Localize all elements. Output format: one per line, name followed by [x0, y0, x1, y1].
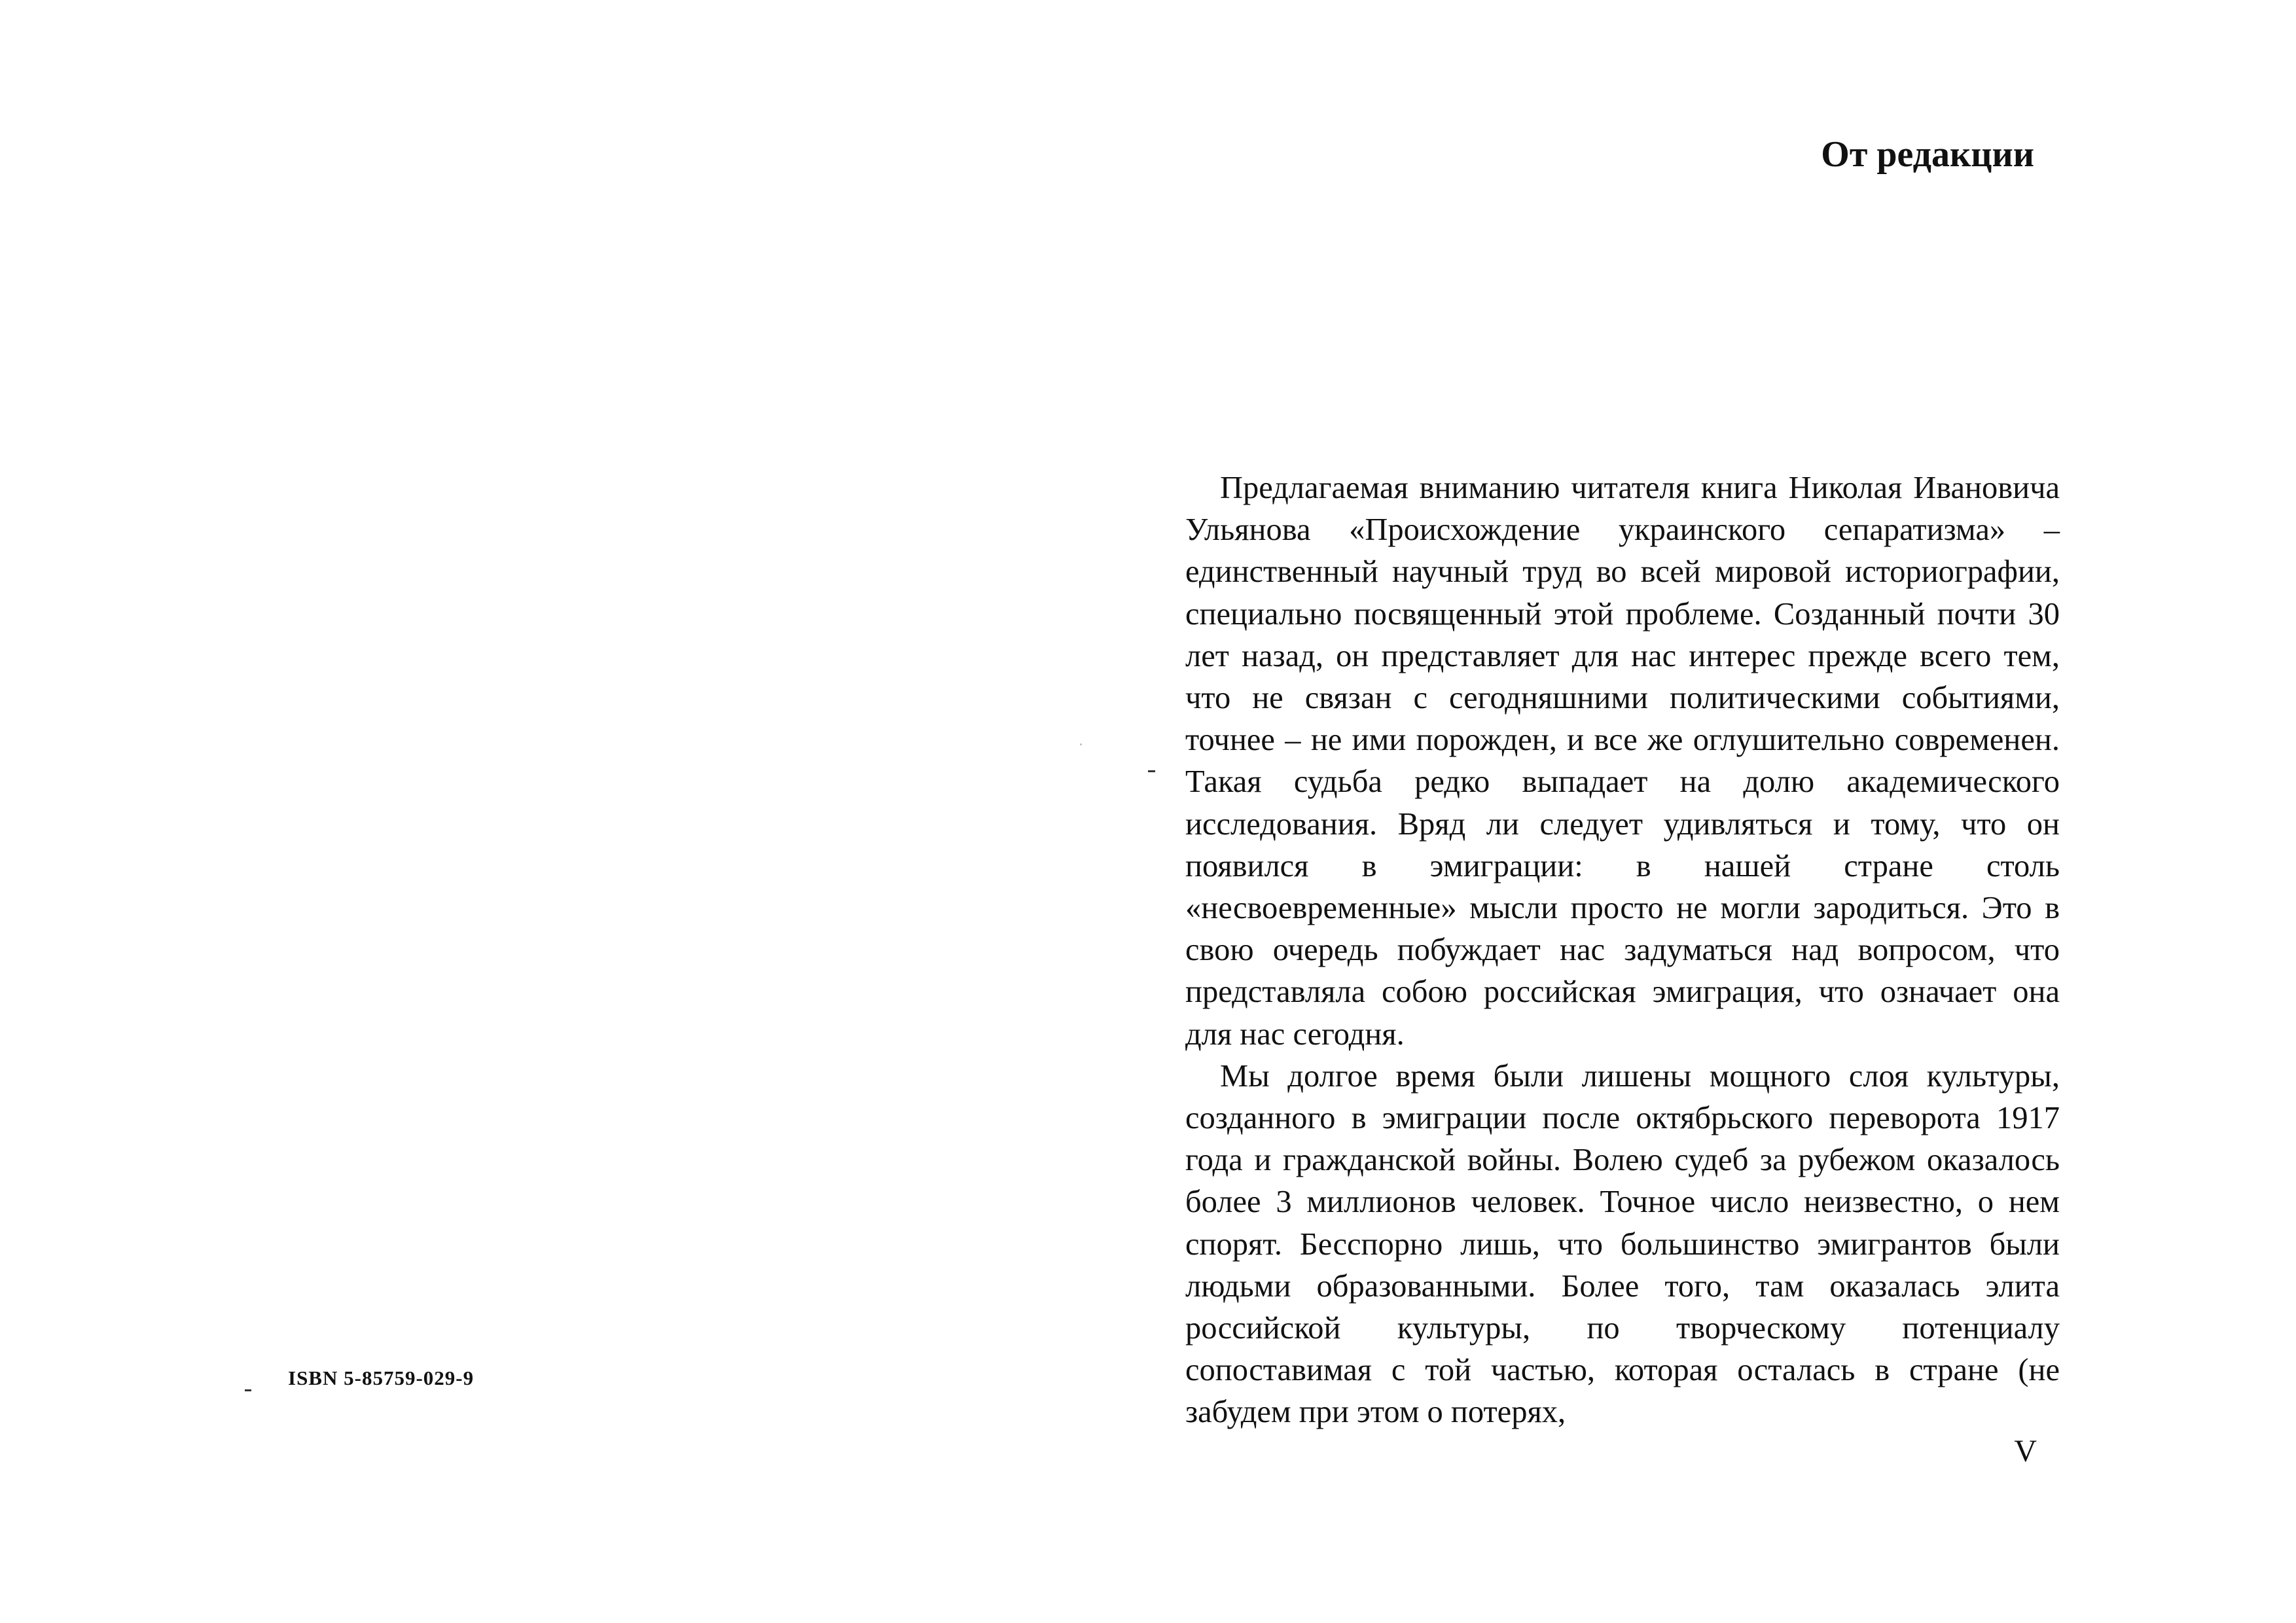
- scan-speck: [1080, 743, 1082, 745]
- isbn-number: ISBN 5-85759-029-9: [288, 1366, 475, 1389]
- body-text: [1185, 467, 2060, 1434]
- right-page: [1148, 0, 2296, 1623]
- paragraph-2: Мы долгое время были лишены мощного слоя культуры, созданного в эмиграции после октябрьского переворота 1917 года и гражданской войны. Волею судеб за рубежом оказалось более 3 миллионов человек. Точное число неизвестно, о нем спорят. Бесспорно лишь, что большинство эмигрантов были людьми образованными. Более того, там оказалась элита российской культуры, по творческому потенциалу сопоставимая с той частью, которая осталась в стране (не забудем при этом о потерях,: [1185, 1058, 2060, 1430]
- stray-dash-mark: [245, 1389, 251, 1391]
- paragraph-1: Предлагаемая вниманию читателя книга Николая Ивановича Ульянова «Происхождение украинского сепаратизма» – единственный научный труд во всей мировой историографии, специально посвященный этой проблеме. Созданный почти 30 лет назад, он представляет для нас интерес прежде всего тем, что не связан с сегодняшними политическими событиями, точнее – не ими порожден, и все же оглушительно современен. Такая судьба редко выпадает на долю академического исследования. Вряд ли следует удивляться и тому, что он появился в эмиграции: в нашей стране столь «несвоевременные» мысли просто не могли зародиться. Это в свою очередь побуждает нас задуматься над вопросом, что представляла собою российская эмиграция, что означает она для нас сегодня.: [1185, 471, 2060, 1052]
- page-number: V: [2014, 1434, 2037, 1469]
- section-heading: От редакции: [1821, 134, 2034, 175]
